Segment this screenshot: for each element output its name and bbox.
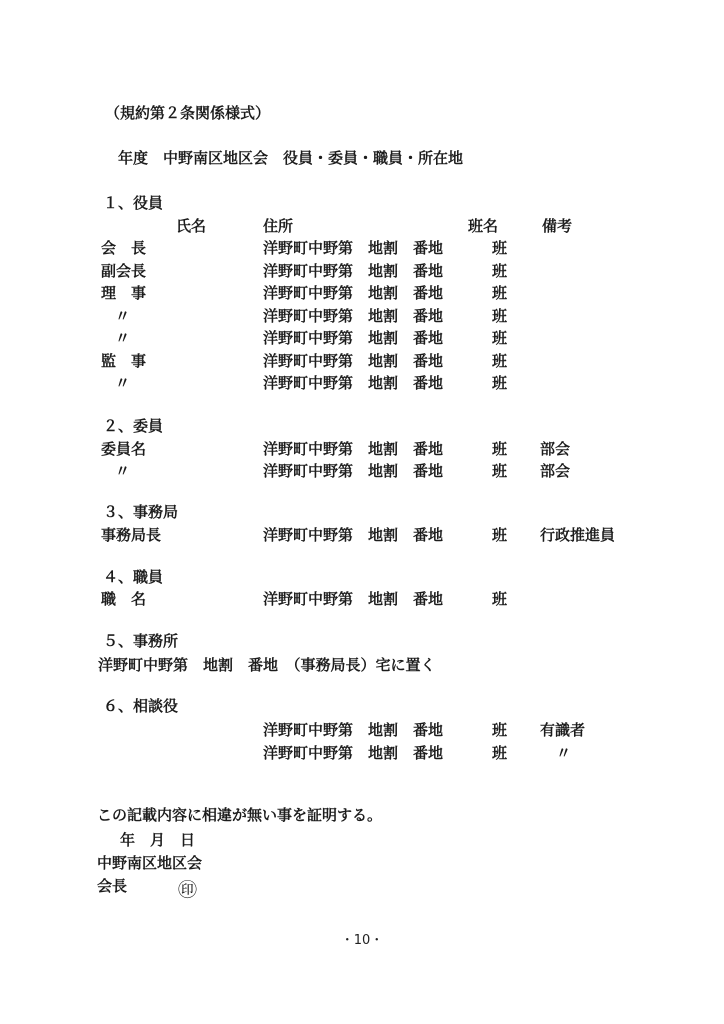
row-han: 班: [492, 526, 508, 544]
row-address: 洋野町中野第 地割 番地: [263, 590, 444, 608]
date-line: 年 月 日: [120, 831, 196, 849]
row-han: 班: [492, 329, 508, 347]
section-2-heading: ２、委員: [103, 417, 164, 435]
page-number: ・10・: [340, 933, 384, 948]
row-biko: 部会: [540, 440, 571, 458]
row-address: 洋野町中野第 地割 番地: [263, 307, 444, 325]
row-address: 洋野町中野第 地割 番地: [263, 374, 444, 392]
row-han: 班: [492, 352, 508, 370]
office-location-note: 洋野町中野第 地割 番地 （事務局長）宅に置く: [98, 656, 436, 674]
column-header-address: 住所: [263, 217, 294, 235]
row-address: 洋野町中野第 地割 番地: [263, 721, 444, 739]
row-address: 洋野町中野第 地割 番地: [263, 262, 444, 280]
row-han: 班: [492, 721, 508, 739]
row-address: 洋野町中野第 地割 番地: [263, 352, 444, 370]
row-address: 洋野町中野第 地割 番地: [263, 284, 444, 302]
row-han: 班: [492, 307, 508, 325]
row-address: 洋野町中野第 地割 番地: [263, 462, 444, 480]
row-label-ditto: 〃: [115, 329, 131, 347]
row-label-ditto: 〃: [115, 307, 131, 325]
row-biko: 有識者: [540, 721, 586, 739]
row-address: 洋野町中野第 地割 番地: [263, 744, 444, 762]
row-han: 班: [492, 284, 508, 302]
row-han: 班: [492, 744, 508, 762]
row-biko: 行政推進員: [540, 526, 616, 544]
row-label: 会 長: [101, 239, 147, 257]
document-subtitle: 年度 中野南区地区会 役員・委員・職員・所在地: [118, 149, 464, 167]
row-address: 洋野町中野第 地割 番地: [263, 526, 444, 544]
form-title: （規約第２条関係様式）: [105, 104, 271, 122]
row-label: 副会長: [101, 262, 147, 280]
row-label: 理 事: [101, 284, 147, 302]
row-label-ditto: 〃: [115, 462, 131, 480]
row-address: 洋野町中野第 地割 番地: [263, 440, 444, 458]
row-han: 班: [492, 374, 508, 392]
row-han: 班: [492, 239, 508, 257]
section-6-heading: ６、相談役: [103, 697, 179, 715]
section-5-heading: ５、事務所: [103, 632, 179, 650]
column-header-biko: 備考: [542, 217, 573, 235]
section-3-heading: ３、事務局: [103, 503, 179, 521]
row-han: 班: [492, 440, 508, 458]
row-address: 洋野町中野第 地割 番地: [263, 329, 444, 347]
row-han: 班: [492, 462, 508, 480]
section-1-heading: １、役員: [103, 194, 164, 212]
chairman-label: 会長: [97, 877, 128, 895]
section-4-heading: ４、職員: [103, 568, 164, 586]
row-biko: 部会: [540, 462, 571, 480]
row-biko-ditto: 〃: [556, 744, 572, 762]
row-han: 班: [492, 590, 508, 608]
row-label: 職 名: [101, 590, 147, 608]
certification-statement: この記載内容に相違が無い事を証明する。: [97, 806, 383, 824]
row-label: 事務局長: [101, 526, 162, 544]
column-header-han: 班名: [468, 217, 499, 235]
row-label: 監 事: [101, 352, 147, 370]
seal-icon: ㊞: [178, 879, 198, 901]
column-header-name: 氏名: [176, 217, 207, 235]
row-label-ditto: 〃: [115, 374, 131, 392]
row-han: 班: [492, 262, 508, 280]
row-address: 洋野町中野第 地割 番地: [263, 239, 444, 257]
row-label: 委員名: [101, 440, 147, 458]
organization-name: 中野南区地区会: [97, 854, 203, 872]
